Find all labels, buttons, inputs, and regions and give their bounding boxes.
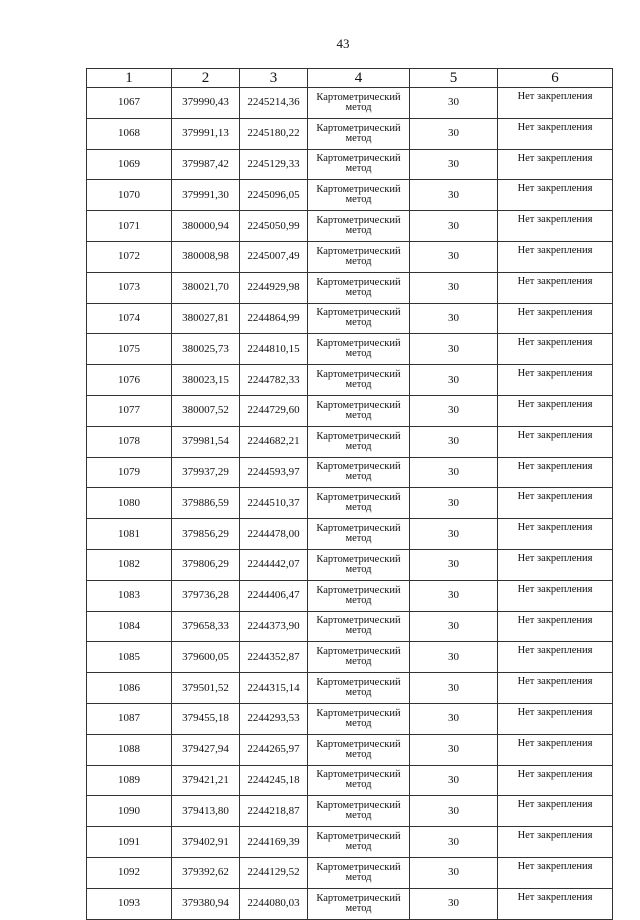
- point-number-cell: 1078: [87, 426, 172, 457]
- fixation-cell: Нет закрепления: [498, 734, 613, 765]
- point-number-cell: 1087: [87, 703, 172, 734]
- method-cell: Картометрический метод: [308, 149, 410, 180]
- y-coordinate-cell: 2244265,97: [240, 734, 308, 765]
- fixation-cell: Нет закрепления: [498, 888, 613, 919]
- method-cell: Картометрический метод: [308, 241, 410, 272]
- x-coordinate-cell: 379427,94: [172, 734, 240, 765]
- accuracy-cell: 30: [410, 334, 498, 365]
- table-row: [87, 857, 613, 888]
- accuracy-cell: 30: [410, 765, 498, 796]
- y-coordinate-cell: 2244245,18: [240, 765, 308, 796]
- point-number-cell: 1091: [87, 827, 172, 858]
- point-number-cell: 1086: [87, 673, 172, 704]
- accuracy-cell: 30: [410, 426, 498, 457]
- fixation-cell: Нет закрепления: [498, 642, 613, 673]
- method-cell: Картометрический метод: [308, 211, 410, 242]
- method-cell: Картометрический метод: [308, 426, 410, 457]
- x-coordinate-cell: 379413,80: [172, 796, 240, 827]
- table-row: [87, 88, 613, 119]
- point-number-cell: 1073: [87, 272, 172, 303]
- table-row: [87, 180, 613, 211]
- fixation-cell: Нет закрепления: [498, 488, 613, 519]
- y-coordinate-cell: 2244080,03: [240, 888, 308, 919]
- column-header: 3: [240, 69, 308, 88]
- fixation-cell: Нет закрепления: [498, 796, 613, 827]
- y-coordinate-cell: 2244373,90: [240, 611, 308, 642]
- method-cell: Картометрический метод: [308, 180, 410, 211]
- accuracy-cell: 30: [410, 642, 498, 673]
- point-number-cell: 1076: [87, 365, 172, 396]
- column-header: 6: [498, 69, 613, 88]
- page-number: 43: [336, 36, 350, 51]
- fixation-cell: Нет закрепления: [498, 765, 613, 796]
- method-cell: Картометрический метод: [308, 334, 410, 365]
- y-coordinate-cell: 2245214,36: [240, 88, 308, 119]
- x-coordinate-cell: 379981,54: [172, 426, 240, 457]
- x-coordinate-cell: 379991,30: [172, 180, 240, 211]
- y-coordinate-cell: 2244218,87: [240, 796, 308, 827]
- point-number-cell: 1069: [87, 149, 172, 180]
- fixation-cell: Нет закрепления: [498, 673, 613, 704]
- method-cell: Картометрический метод: [308, 118, 410, 149]
- y-coordinate-cell: 2244169,39: [240, 827, 308, 858]
- fixation-cell: Нет закрепления: [498, 334, 613, 365]
- y-coordinate-cell: 2245096,05: [240, 180, 308, 211]
- x-coordinate-cell: 380027,81: [172, 303, 240, 334]
- accuracy-cell: 30: [410, 303, 498, 334]
- x-coordinate-cell: 379990,43: [172, 88, 240, 119]
- column-header: 2: [172, 69, 240, 88]
- method-cell: Картометрический метод: [308, 827, 410, 858]
- column-header: 4: [308, 69, 410, 88]
- column-header: 5: [410, 69, 498, 88]
- accuracy-cell: 30: [410, 88, 498, 119]
- table-row: [87, 395, 613, 426]
- y-coordinate-cell: 2244478,00: [240, 519, 308, 550]
- x-coordinate-cell: 379380,94: [172, 888, 240, 919]
- fixation-cell: Нет закрепления: [498, 519, 613, 550]
- table-row: [87, 611, 613, 642]
- accuracy-cell: 30: [410, 888, 498, 919]
- x-coordinate-cell: 379987,42: [172, 149, 240, 180]
- accuracy-cell: 30: [410, 611, 498, 642]
- method-cell: Картометрический метод: [308, 642, 410, 673]
- accuracy-cell: 30: [410, 703, 498, 734]
- point-number-cell: 1083: [87, 580, 172, 611]
- method-cell: Картометрический метод: [308, 457, 410, 488]
- y-coordinate-cell: 2244810,15: [240, 334, 308, 365]
- y-coordinate-cell: 2244129,52: [240, 857, 308, 888]
- method-cell: Картометрический метод: [308, 519, 410, 550]
- table-row: [87, 734, 613, 765]
- y-coordinate-cell: 2244293,53: [240, 703, 308, 734]
- x-coordinate-cell: 379455,18: [172, 703, 240, 734]
- method-cell: Картометрический метод: [308, 580, 410, 611]
- point-number-cell: 1072: [87, 241, 172, 272]
- accuracy-cell: 30: [410, 118, 498, 149]
- x-coordinate-cell: 379856,29: [172, 519, 240, 550]
- x-coordinate-cell: 379402,91: [172, 827, 240, 858]
- fixation-cell: Нет закрепления: [498, 611, 613, 642]
- point-number-cell: 1092: [87, 857, 172, 888]
- accuracy-cell: 30: [410, 580, 498, 611]
- method-cell: Картометрический метод: [308, 272, 410, 303]
- accuracy-cell: 30: [410, 365, 498, 396]
- table-row: [87, 488, 613, 519]
- method-cell: Картометрический метод: [308, 857, 410, 888]
- fixation-cell: Нет закрепления: [498, 272, 613, 303]
- y-coordinate-cell: 2244929,98: [240, 272, 308, 303]
- method-cell: Картометрический метод: [308, 765, 410, 796]
- table-row: [87, 888, 613, 919]
- y-coordinate-cell: 2244782,33: [240, 365, 308, 396]
- table-row: [87, 796, 613, 827]
- accuracy-cell: 30: [410, 211, 498, 242]
- fixation-cell: Нет закрепления: [498, 149, 613, 180]
- fixation-cell: Нет закрепления: [498, 303, 613, 334]
- accuracy-cell: 30: [410, 827, 498, 858]
- accuracy-cell: 30: [410, 180, 498, 211]
- x-coordinate-cell: 379600,05: [172, 642, 240, 673]
- accuracy-cell: 30: [410, 549, 498, 580]
- table-row: [87, 211, 613, 242]
- fixation-cell: Нет закрепления: [498, 580, 613, 611]
- x-coordinate-cell: 380021,70: [172, 272, 240, 303]
- table-row: [87, 241, 613, 272]
- point-number-cell: 1077: [87, 395, 172, 426]
- y-coordinate-cell: 2244406,47: [240, 580, 308, 611]
- accuracy-cell: 30: [410, 395, 498, 426]
- fixation-cell: Нет закрепления: [498, 857, 613, 888]
- x-coordinate-cell: 380000,94: [172, 211, 240, 242]
- accuracy-cell: 30: [410, 149, 498, 180]
- x-coordinate-cell: 379658,33: [172, 611, 240, 642]
- x-coordinate-cell: 379736,28: [172, 580, 240, 611]
- y-coordinate-cell: 2244352,87: [240, 642, 308, 673]
- y-coordinate-cell: 2244864,99: [240, 303, 308, 334]
- table-row: [87, 149, 613, 180]
- x-coordinate-cell: 379501,52: [172, 673, 240, 704]
- method-cell: Картометрический метод: [308, 611, 410, 642]
- point-number-cell: 1084: [87, 611, 172, 642]
- table-row: [87, 765, 613, 796]
- accuracy-cell: 30: [410, 796, 498, 827]
- fixation-cell: Нет закрепления: [498, 365, 613, 396]
- table-row: [87, 118, 613, 149]
- point-number-cell: 1093: [87, 888, 172, 919]
- accuracy-cell: 30: [410, 734, 498, 765]
- fixation-cell: Нет закрепления: [498, 549, 613, 580]
- table-row: [87, 457, 613, 488]
- accuracy-cell: 30: [410, 519, 498, 550]
- fixation-cell: Нет закрепления: [498, 118, 613, 149]
- fixation-cell: Нет закрепления: [498, 395, 613, 426]
- fixation-cell: Нет закрепления: [498, 703, 613, 734]
- table-row: [87, 519, 613, 550]
- table-row: [87, 642, 613, 673]
- method-cell: Картометрический метод: [308, 488, 410, 519]
- fixation-cell: Нет закрепления: [498, 457, 613, 488]
- point-number-cell: 1074: [87, 303, 172, 334]
- table-row: [87, 303, 613, 334]
- point-number-cell: 1068: [87, 118, 172, 149]
- x-coordinate-cell: 380025,73: [172, 334, 240, 365]
- y-coordinate-cell: 2244510,37: [240, 488, 308, 519]
- table-row: [87, 334, 613, 365]
- table-row: [87, 426, 613, 457]
- x-coordinate-cell: 380007,52: [172, 395, 240, 426]
- method-cell: Картометрический метод: [308, 365, 410, 396]
- y-coordinate-cell: 2244315,14: [240, 673, 308, 704]
- method-cell: Картометрический метод: [308, 703, 410, 734]
- accuracy-cell: 30: [410, 241, 498, 272]
- y-coordinate-cell: 2244593,97: [240, 457, 308, 488]
- fixation-cell: Нет закрепления: [498, 180, 613, 211]
- method-cell: Картометрический метод: [308, 549, 410, 580]
- fixation-cell: Нет закрепления: [498, 426, 613, 457]
- point-number-cell: 1081: [87, 519, 172, 550]
- table-header-row: [87, 69, 613, 88]
- fixation-cell: Нет закрепления: [498, 241, 613, 272]
- point-number-cell: 1071: [87, 211, 172, 242]
- y-coordinate-cell: 2244682,21: [240, 426, 308, 457]
- table-row: [87, 365, 613, 396]
- x-coordinate-cell: 379886,59: [172, 488, 240, 519]
- point-number-cell: 1082: [87, 549, 172, 580]
- column-header: 1: [87, 69, 172, 88]
- point-number-cell: 1085: [87, 642, 172, 673]
- y-coordinate-cell: 2244442,07: [240, 549, 308, 580]
- table-body: [87, 88, 613, 920]
- point-number-cell: 1090: [87, 796, 172, 827]
- x-coordinate-cell: 380023,15: [172, 365, 240, 396]
- fixation-cell: Нет закрепления: [498, 88, 613, 119]
- table-row: [87, 580, 613, 611]
- point-number-cell: 1067: [87, 88, 172, 119]
- table-row: [87, 673, 613, 704]
- point-number-cell: 1075: [87, 334, 172, 365]
- table-row: [87, 272, 613, 303]
- table-row: [87, 827, 613, 858]
- method-cell: Картометрический метод: [308, 303, 410, 334]
- accuracy-cell: 30: [410, 857, 498, 888]
- table-row: [87, 549, 613, 580]
- accuracy-cell: 30: [410, 673, 498, 704]
- method-cell: Картометрический метод: [308, 88, 410, 119]
- x-coordinate-cell: 380008,98: [172, 241, 240, 272]
- x-coordinate-cell: 379421,21: [172, 765, 240, 796]
- point-number-cell: 1079: [87, 457, 172, 488]
- accuracy-cell: 30: [410, 457, 498, 488]
- method-cell: Картометрический метод: [308, 888, 410, 919]
- x-coordinate-cell: 379991,13: [172, 118, 240, 149]
- coordinates-table: [86, 68, 613, 920]
- y-coordinate-cell: 2244729,60: [240, 395, 308, 426]
- method-cell: Картометрический метод: [308, 796, 410, 827]
- x-coordinate-cell: 379806,29: [172, 549, 240, 580]
- point-number-cell: 1089: [87, 765, 172, 796]
- y-coordinate-cell: 2245129,33: [240, 149, 308, 180]
- fixation-cell: Нет закрепления: [498, 211, 613, 242]
- x-coordinate-cell: 379937,29: [172, 457, 240, 488]
- method-cell: Картометрический метод: [308, 395, 410, 426]
- point-number-cell: 1080: [87, 488, 172, 519]
- y-coordinate-cell: 2245180,22: [240, 118, 308, 149]
- method-cell: Картометрический метод: [308, 734, 410, 765]
- y-coordinate-cell: 2245050,99: [240, 211, 308, 242]
- fixation-cell: Нет закрепления: [498, 827, 613, 858]
- point-number-cell: 1070: [87, 180, 172, 211]
- x-coordinate-cell: 379392,62: [172, 857, 240, 888]
- method-cell: Картометрический метод: [308, 673, 410, 704]
- point-number-cell: 1088: [87, 734, 172, 765]
- accuracy-cell: 30: [410, 488, 498, 519]
- accuracy-cell: 30: [410, 272, 498, 303]
- y-coordinate-cell: 2245007,49: [240, 241, 308, 272]
- table-row: [87, 703, 613, 734]
